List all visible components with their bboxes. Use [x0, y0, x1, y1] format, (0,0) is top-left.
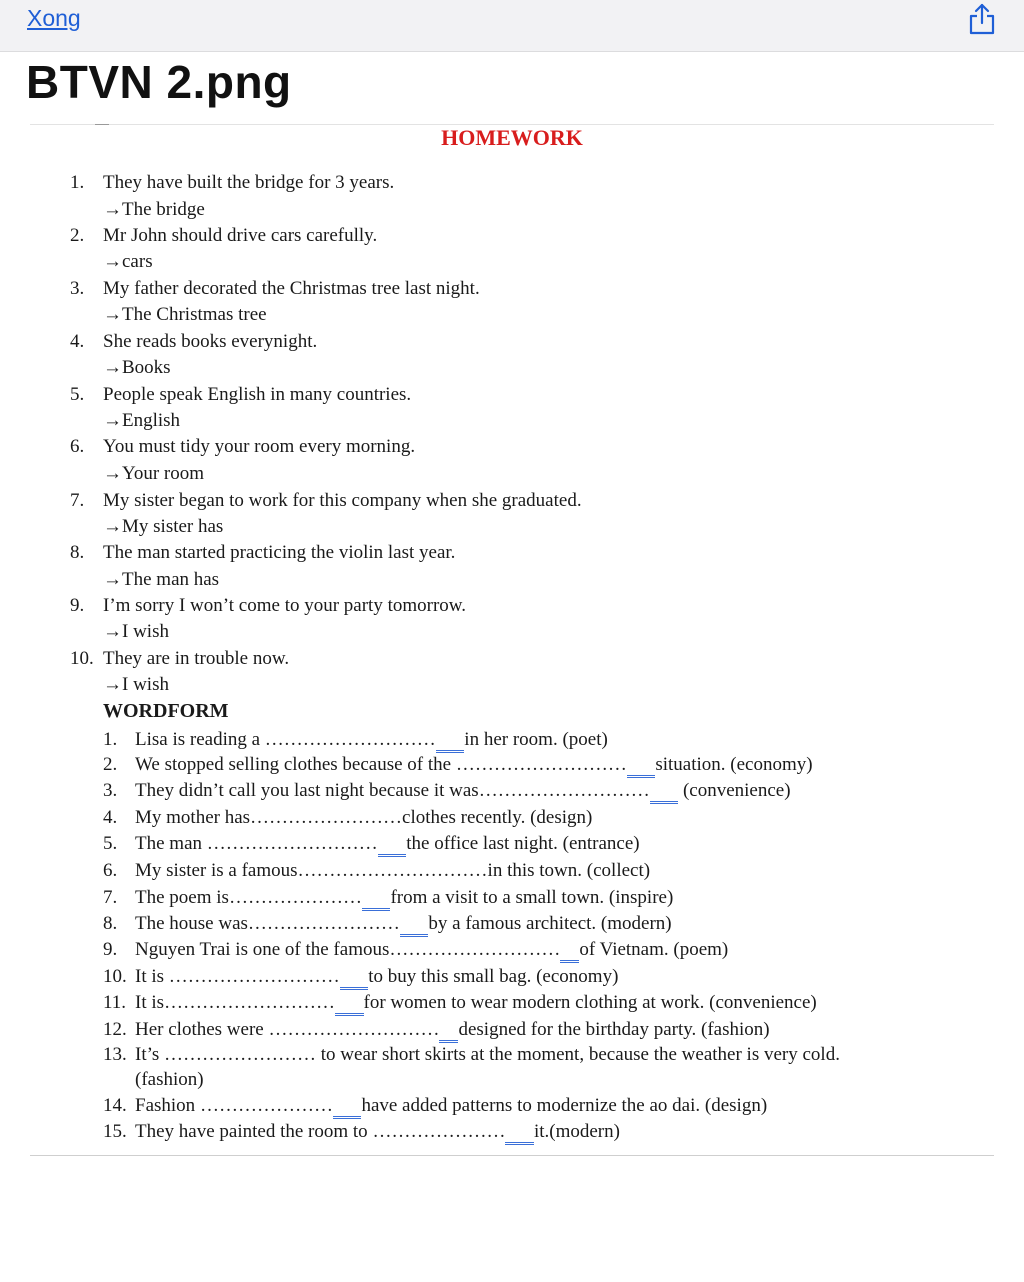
item-text: in this town. (collect) — [487, 860, 651, 881]
question-text: People speak English in many countries. — [103, 384, 412, 405]
item-number: 2. — [103, 754, 118, 775]
wordform-item — [103, 832, 640, 856]
item-number: 3. — [103, 780, 118, 801]
blank-dots: ……………………… — [268, 1019, 440, 1040]
question-item — [70, 647, 289, 671]
blank-dots: ……………………… — [389, 939, 561, 960]
wordform-item — [103, 1094, 767, 1118]
question-number: 8. — [70, 542, 85, 563]
question-item — [70, 330, 317, 354]
question-text: Mr John should drive cars carefully. — [103, 225, 378, 246]
question-text: The man started practicing the violin last year. — [103, 542, 456, 563]
item-number: 1. — [103, 729, 118, 750]
item-text: The man — [135, 833, 207, 854]
item-text: The poem is — [135, 887, 229, 908]
item-text: have added patterns to modernize the ao dai. (design) — [361, 1095, 768, 1116]
question-number: 6. — [70, 436, 85, 457]
item-text: My mother has — [135, 807, 251, 828]
item-number: 13. — [103, 1044, 127, 1065]
item-text: for women to wear modern clothing at work. (convenience) — [363, 992, 817, 1013]
question-text: They have built the bridge for 3 years. — [103, 172, 395, 193]
item-number: 6. — [103, 860, 118, 881]
item-text: Lisa is reading a — [135, 729, 265, 750]
question-number: 5. — [70, 384, 85, 405]
blank-underline — [560, 939, 579, 963]
answer-line: →The man has — [103, 569, 220, 590]
answer-line: →I wish — [103, 674, 169, 695]
blank-dots: ……………………… — [478, 780, 650, 801]
wordform-item — [103, 965, 618, 989]
item-text: by a famous architect. (modern) — [428, 913, 672, 934]
item-text: to wear short skirts at the moment, because the weather is very cold. — [316, 1044, 840, 1065]
blank-underline — [650, 780, 679, 804]
blank-dots: ………………… — [228, 887, 362, 908]
blank-underline — [439, 1019, 458, 1043]
blank-dots: …………………… — [247, 913, 400, 934]
question-item — [70, 224, 377, 248]
blank-dots: ……………………… — [164, 992, 336, 1013]
answer-line: →I wish — [103, 621, 169, 642]
blank-underline — [627, 754, 656, 778]
wordform-item — [103, 806, 592, 830]
wordform-item — [103, 912, 672, 936]
blank-underline — [378, 833, 407, 857]
item-text: They have painted the room to — [135, 1121, 373, 1142]
wordform-item — [103, 886, 673, 910]
question-item — [70, 277, 480, 301]
wordform-item — [103, 728, 608, 752]
question-text: You must tidy your room every morning. — [103, 436, 416, 457]
item-number: 4. — [103, 807, 118, 828]
answer-line: →English — [103, 410, 181, 431]
blank-underline — [436, 729, 465, 753]
answer-line: →Your room — [103, 463, 205, 484]
wordform-item-continuation: (fashion) — [135, 1069, 204, 1090]
item-number: 10. — [103, 966, 127, 987]
question-text: My father decorated the Christmas tree last night. — [103, 278, 480, 299]
blank-dots: ………………………… — [297, 860, 488, 881]
question-text: They are in trouble now. — [103, 648, 290, 669]
top-toolbar — [0, 0, 1024, 52]
blank-underline — [505, 1121, 534, 1145]
blank-underline — [333, 1095, 362, 1119]
item-text: Nguyen Trai is one of the famous — [135, 939, 390, 960]
question-text: I’m sorry I won’t come to your party tomorrow. — [103, 595, 467, 616]
item-text: We stopped selling clothes because of the — [135, 754, 456, 775]
question-number: 10. — [70, 648, 94, 669]
question-number: 1. — [70, 172, 85, 193]
wordform-item — [103, 753, 813, 777]
question-number: 2. — [70, 225, 85, 246]
item-text: of Vietnam. (poem) — [579, 939, 729, 960]
item-text: the office last night. (entrance) — [406, 833, 640, 854]
item-number: 14. — [103, 1095, 127, 1116]
question-item — [70, 171, 394, 195]
blank-underline — [400, 913, 429, 937]
item-text: it.(modern) — [533, 1121, 620, 1142]
wordform-item — [103, 991, 817, 1015]
item-text: It’s — [135, 1044, 165, 1065]
question-text: My sister began to work for this company when she graduated. — [103, 490, 582, 511]
item-text: in her room. (poet) — [464, 729, 608, 750]
wordform-item — [103, 779, 791, 803]
question-item — [70, 435, 415, 459]
blank-dots: ……………………… — [264, 729, 436, 750]
wordform-item — [103, 1018, 770, 1042]
blank-dots: ………………… — [372, 1121, 506, 1142]
blank-underline — [335, 992, 364, 1016]
question-number: 9. — [70, 595, 85, 616]
answer-line: →My sister has — [103, 516, 224, 537]
question-item — [70, 489, 582, 513]
item-text: to buy this small bag. (economy) — [368, 966, 619, 987]
blank-underline — [340, 966, 369, 990]
item-number: 15. — [103, 1121, 127, 1142]
item-number: 11. — [103, 992, 127, 1013]
question-text: She reads books everynight. — [103, 331, 318, 352]
wordform-heading: WORDFORM — [103, 700, 229, 722]
item-number: 5. — [103, 833, 118, 854]
divider — [30, 1155, 994, 1156]
question-item — [70, 383, 411, 407]
blank-dots: ……………………… — [455, 754, 627, 775]
item-number: 8. — [103, 913, 118, 934]
done-button[interactable]: Xong — [27, 5, 81, 31]
answer-line: →The bridge — [103, 199, 205, 220]
item-text: from a visit to a small town. (inspire) — [390, 887, 674, 908]
item-number: 9. — [103, 939, 118, 960]
share-icon[interactable] — [966, 2, 998, 36]
question-item — [70, 594, 466, 618]
question-number: 7. — [70, 490, 85, 511]
wordform-item — [103, 938, 728, 962]
item-text: They didn’t call you last night because it was — [135, 780, 479, 801]
wordform-item — [103, 859, 650, 883]
item-text: Fashion — [135, 1095, 200, 1116]
item-number: 12. — [103, 1019, 127, 1040]
item-text: The house was — [135, 913, 248, 934]
wordform-item — [103, 1043, 968, 1067]
blank-dots: …………………… — [164, 1044, 317, 1065]
item-text: It is — [135, 992, 165, 1013]
blank-dots: ……………………… — [168, 966, 340, 987]
blank-dots: ………………… — [199, 1095, 333, 1116]
question-number: 3. — [70, 278, 85, 299]
file-title: BTVN 2.png — [26, 56, 292, 108]
item-text: clothes recently. (design) — [402, 807, 593, 828]
blank-dots: …………………… — [250, 807, 403, 828]
item-text: designed for the birthday party. (fashion) — [458, 1019, 770, 1040]
homework-heading: HOMEWORK — [441, 125, 583, 150]
blank-dots: ……………………… — [206, 833, 378, 854]
question-number: 4. — [70, 331, 85, 352]
item-text: It is — [135, 966, 169, 987]
answer-line: →cars — [103, 251, 153, 272]
item-text: situation. (economy) — [655, 754, 813, 775]
question-item — [70, 541, 455, 565]
item-text: (convenience) — [678, 780, 791, 801]
wordform-item — [103, 1120, 620, 1144]
answer-line: →The Christmas tree — [103, 304, 267, 325]
item-text: My sister is a famous — [135, 860, 298, 881]
answer-line: →Books — [103, 357, 171, 378]
blank-underline — [362, 887, 391, 911]
item-number: 7. — [103, 887, 118, 908]
item-text: Her clothes were — [135, 1019, 269, 1040]
